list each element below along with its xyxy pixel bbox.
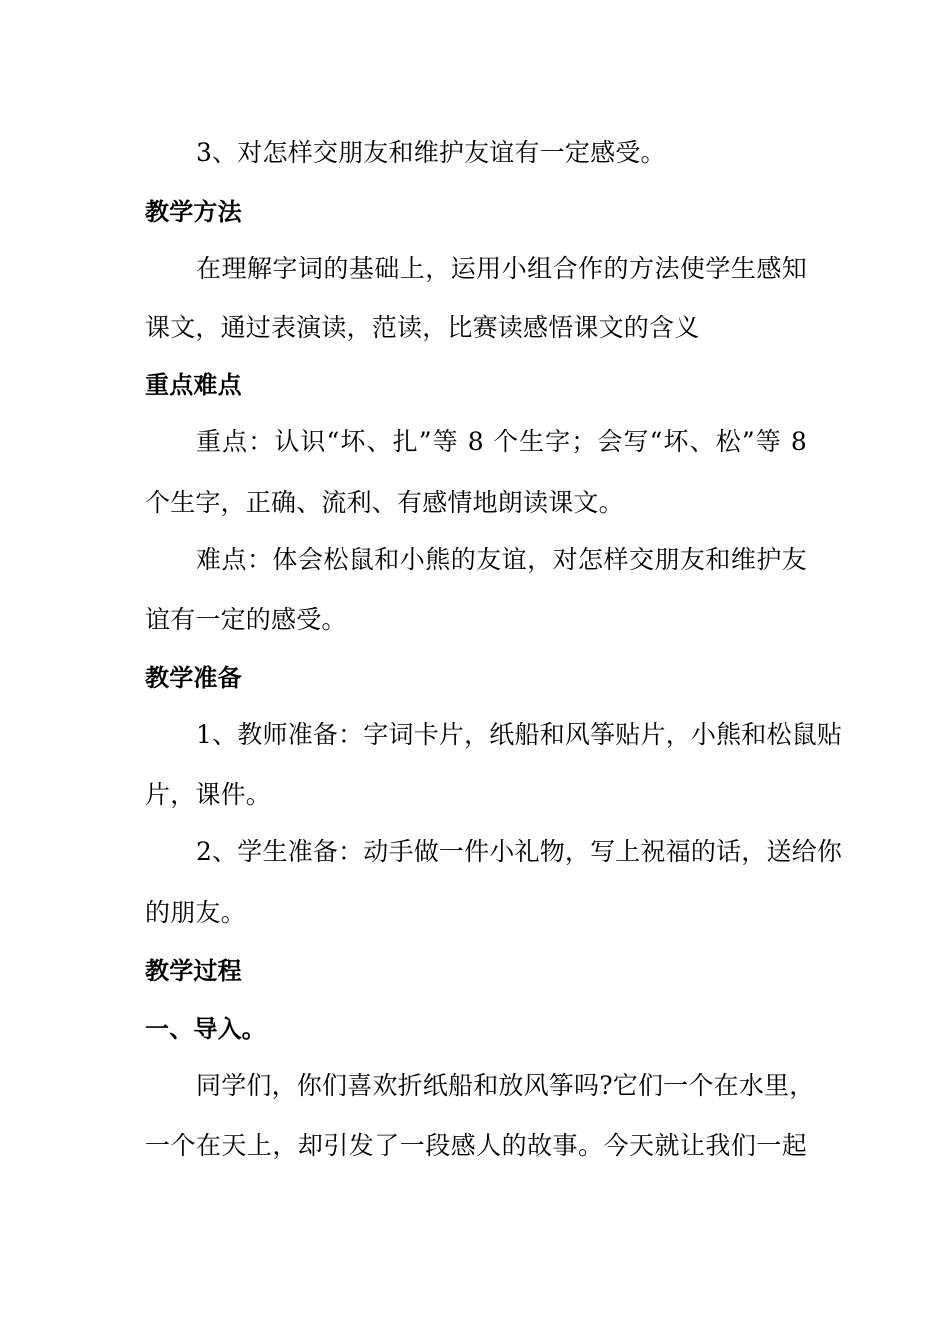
key-point-line-2: 个生字，正确、流利、有感情地朗读课文。 [145, 488, 624, 517]
method-paragraph-line-1: 在理解字词的基础上，运用小组合作的方法使学生感知 [196, 254, 807, 283]
student-prep-line-2: 的朋友。 [145, 898, 246, 927]
heading-introduction: 一、导入。 [145, 1015, 266, 1043]
heading-key-difficult-points: 重点难点 [145, 371, 242, 399]
heading-teaching-process: 教学过程 [145, 957, 242, 985]
intro-paragraph-line-1: 同学们，你们喜欢折纸船和放风筝吗?它们一个在水里， [196, 1071, 815, 1100]
student-prep-line-1: 2、学生准备：动手做一件小礼物，写上祝福的话，送给你 [196, 837, 843, 866]
difficult-point-line-1: 难点：体会松鼠和小熊的友谊，对怎样交朋友和维护友 [196, 545, 807, 574]
heading-teaching-preparation: 教学准备 [145, 664, 242, 692]
key-point-line-1: 重点：认识“坏、扎”等 8 个生字；会写“坏、松”等 8 [196, 427, 807, 456]
difficult-point-line-2: 谊有一定的感受。 [145, 605, 347, 634]
teacher-prep-line-1: 1、教师准备：字词卡片，纸船和风筝贴片，小熊和松鼠贴 [196, 720, 843, 749]
heading-teaching-method: 教学方法 [145, 198, 242, 226]
teacher-prep-line-2: 片，课件。 [145, 780, 272, 809]
objective-3-line: 3、对怎样交朋友和维护友谊有一定感受。 [196, 138, 666, 167]
method-paragraph-line-2: 课文，通过表演读，范读，比赛读感悟课文的含义 [145, 313, 700, 342]
intro-paragraph-line-2: 一个在天上，却引发了一段感人的故事。今天就让我们一起 [145, 1131, 807, 1160]
